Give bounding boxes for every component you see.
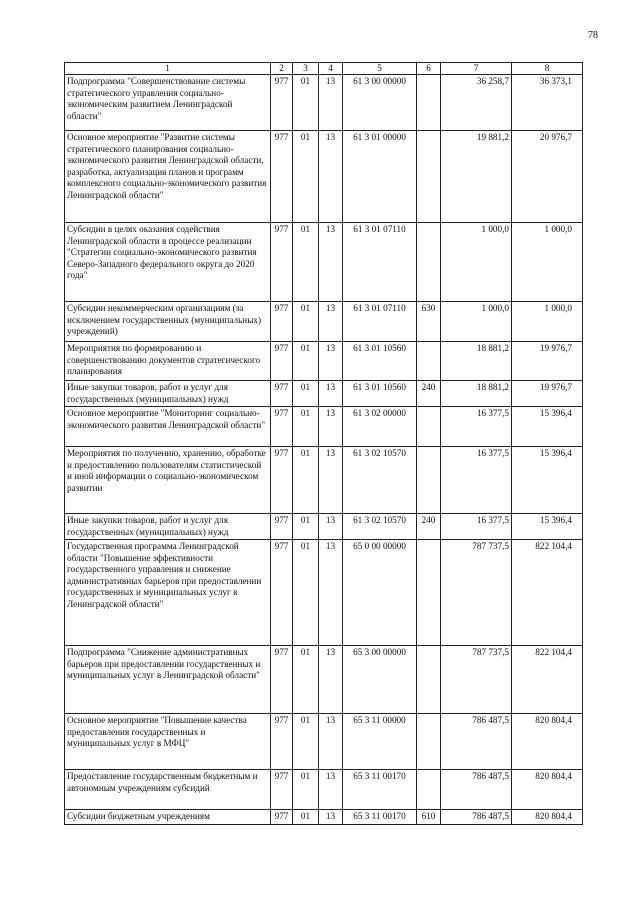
row-value-7: 36 258,7: [441, 75, 512, 131]
row-code-5: 61 3 01 07110: [343, 302, 417, 342]
column-header: 6: [417, 63, 441, 75]
row-code-3: 01: [293, 342, 319, 381]
column-header: 4: [319, 63, 343, 75]
row-value-7: 18 881,2: [441, 381, 512, 407]
row-code-5: 61 3 02 00000: [343, 407, 417, 447]
row-name: Мероприятия по получению, хранению, обработке и предоставлению пользователям статистической и иной информации о социально-экономическом развитии: [65, 447, 271, 514]
row-code-3: 01: [293, 75, 319, 131]
table-row: [65, 540, 583, 646]
table-row: [65, 342, 583, 381]
table-row: [65, 810, 583, 825]
row-value-7: 787 737,5: [441, 540, 512, 646]
row-value-7: 786 487,5: [441, 810, 512, 825]
row-code-2: 977: [271, 714, 293, 770]
table-header-row: [65, 63, 583, 75]
row-code-6: 240: [417, 381, 441, 407]
row-value-8: 19 976,7: [512, 342, 583, 381]
row-name: Предоставление государственным бюджетным и автономным учреждениям субсидий: [65, 770, 271, 810]
row-name: Основное мероприятие "Развитие системы стратегического планирования социально-экономического развития Ленинградской области, разработка, актуализация планов и программ комплексного социально-экономического развития Ленинградской области": [65, 131, 271, 223]
table-row: [65, 770, 583, 810]
row-code-2: 977: [271, 646, 293, 714]
row-code-5: 61 3 01 00000: [343, 131, 417, 223]
row-code-2: 977: [271, 75, 293, 131]
row-value-7: 787 737,5: [441, 646, 512, 714]
row-code-2: 977: [271, 447, 293, 514]
row-name: Подпрограмма "Совершенствование системы стратегического управления социально-экономическим развитием Ленинградской области": [65, 75, 271, 131]
row-value-7: 1 000,0: [441, 223, 512, 302]
row-code-4: 13: [319, 714, 343, 770]
table-row: [65, 407, 583, 447]
row-value-7: 19 881,2: [441, 131, 512, 223]
row-code-2: 977: [271, 407, 293, 447]
row-value-7: 1 000,0: [441, 302, 512, 342]
row-name: Субсидии бюджетным учреждениям: [65, 810, 271, 825]
table-row: [65, 75, 583, 131]
row-code-4: 13: [319, 540, 343, 646]
row-code-5: 65 3 11 00170: [343, 770, 417, 810]
row-code-6: [417, 131, 441, 223]
row-code-6: [417, 770, 441, 810]
row-code-6: [417, 223, 441, 302]
table-row: [65, 514, 583, 540]
column-header: 7: [441, 63, 512, 75]
row-value-8: 15 396,4: [512, 447, 583, 514]
row-code-4: 13: [319, 646, 343, 714]
row-code-2: 977: [271, 342, 293, 381]
row-code-4: 13: [319, 447, 343, 514]
row-code-5: 65 3 11 00170: [343, 810, 417, 825]
row-code-3: 01: [293, 540, 319, 646]
table-row: [65, 381, 583, 407]
column-header: 2: [271, 63, 293, 75]
row-code-6: [417, 407, 441, 447]
table-row: [65, 223, 583, 302]
row-name: Субсидии в целях оказания содействия Ленинградской области в процессе реализации "Стратегии социально-экономического развития Северо-Западного федерального округа до 2020 года": [65, 223, 271, 302]
row-code-4: 13: [319, 810, 343, 825]
row-value-8: 1 000,0: [512, 302, 583, 342]
row-code-5: 61 3 02 10570: [343, 447, 417, 514]
row-code-3: 01: [293, 223, 319, 302]
table-row: [65, 302, 583, 342]
table-row: [65, 131, 583, 223]
row-code-3: 01: [293, 770, 319, 810]
row-name: Иные закупки товаров, работ и услуг для государственных (муниципальных) нужд: [65, 514, 271, 540]
row-code-6: [417, 646, 441, 714]
row-code-2: 977: [271, 770, 293, 810]
row-code-4: 13: [319, 75, 343, 131]
table-row: [65, 447, 583, 514]
row-code-2: 977: [271, 540, 293, 646]
table-row: [65, 646, 583, 714]
row-code-6: 240: [417, 514, 441, 540]
row-code-5: 65 3 11 00000: [343, 714, 417, 770]
row-value-8: 822 104,4: [512, 540, 583, 646]
row-code-5: 61 3 02 10570: [343, 514, 417, 540]
page-number: 78: [588, 30, 598, 41]
row-value-8: 20 976,7: [512, 131, 583, 223]
budget-table: [64, 62, 583, 825]
row-value-8: 15 396,4: [512, 514, 583, 540]
row-value-8: 19 976,7: [512, 381, 583, 407]
row-code-5: 61 3 01 10560: [343, 342, 417, 381]
row-code-4: 13: [319, 770, 343, 810]
row-code-4: 13: [319, 342, 343, 381]
row-code-3: 01: [293, 131, 319, 223]
row-value-7: 786 487,5: [441, 714, 512, 770]
row-code-2: 977: [271, 302, 293, 342]
row-name: Субсидии некоммерческим организациям (за исключением государственных (муниципальных) учреждений): [65, 302, 271, 342]
row-code-5: 61 3 01 10560: [343, 381, 417, 407]
row-value-7: 18 881,2: [441, 342, 512, 381]
row-code-2: 977: [271, 381, 293, 407]
row-code-3: 01: [293, 646, 319, 714]
row-value-8: 820 804,4: [512, 770, 583, 810]
row-value-8: 822 104,4: [512, 646, 583, 714]
row-code-6: [417, 75, 441, 131]
row-value-7: 16 377,5: [441, 514, 512, 540]
row-code-5: 61 3 00 00000: [343, 75, 417, 131]
row-name: Основное мероприятие "Повышение качества предоставления государственных и муниципальных услуг в МФЦ": [65, 714, 271, 770]
row-code-3: 01: [293, 810, 319, 825]
row-code-4: 13: [319, 514, 343, 540]
row-value-8: 15 396,4: [512, 407, 583, 447]
row-value-8: 1 000,0: [512, 223, 583, 302]
row-code-3: 01: [293, 381, 319, 407]
row-code-4: 13: [319, 131, 343, 223]
row-code-5: 65 3 00 00000: [343, 646, 417, 714]
row-code-3: 01: [293, 407, 319, 447]
row-code-3: 01: [293, 514, 319, 540]
row-name: Иные закупки товаров, работ и услуг для государственных (муниципальных) нужд: [65, 381, 271, 407]
row-code-6: 630: [417, 302, 441, 342]
column-header: 8: [512, 63, 583, 75]
row-code-5: 65 0 00 00000: [343, 540, 417, 646]
row-value-7: 16 377,5: [441, 407, 512, 447]
row-name: Государственная программа Ленинградской области "Повышение эффективности государственного управления и снижение административных барьеров при предоставлении государственных и муниципальных услуг в Ленинградской области": [65, 540, 271, 646]
row-code-6: [417, 447, 441, 514]
row-code-3: 01: [293, 302, 319, 342]
row-code-6: [417, 714, 441, 770]
row-code-3: 01: [293, 714, 319, 770]
row-name: Основное мероприятие "Мониторинг социально-экономического развития Ленинградской области": [65, 407, 271, 447]
row-code-2: 977: [271, 223, 293, 302]
column-header: 5: [343, 63, 417, 75]
row-code-2: 977: [271, 810, 293, 825]
row-value-7: 16 377,5: [441, 447, 512, 514]
row-code-4: 13: [319, 407, 343, 447]
row-code-4: 13: [319, 381, 343, 407]
row-code-6: [417, 342, 441, 381]
row-code-3: 01: [293, 447, 319, 514]
row-code-6: 610: [417, 810, 441, 825]
row-code-2: 977: [271, 131, 293, 223]
column-header: 3: [293, 63, 319, 75]
row-value-7: 786 487,5: [441, 770, 512, 810]
row-name: Подпрограмма "Снижение административных барьеров при предоставлении государственных и муниципальных услуг в Ленинградской области": [65, 646, 271, 714]
row-value-8: 820 804,4: [512, 714, 583, 770]
row-code-2: 977: [271, 514, 293, 540]
row-value-8: 820 804,4: [512, 810, 583, 825]
row-name: Мероприятия по формированию и совершенствованию документов стратегического планирования: [65, 342, 271, 381]
row-code-4: 13: [319, 223, 343, 302]
column-header: 1: [65, 63, 271, 75]
row-code-5: 61 3 01 07110: [343, 223, 417, 302]
table-row: [65, 714, 583, 770]
row-value-8: 36 373,1: [512, 75, 583, 131]
row-code-4: 13: [319, 302, 343, 342]
row-code-6: [417, 540, 441, 646]
